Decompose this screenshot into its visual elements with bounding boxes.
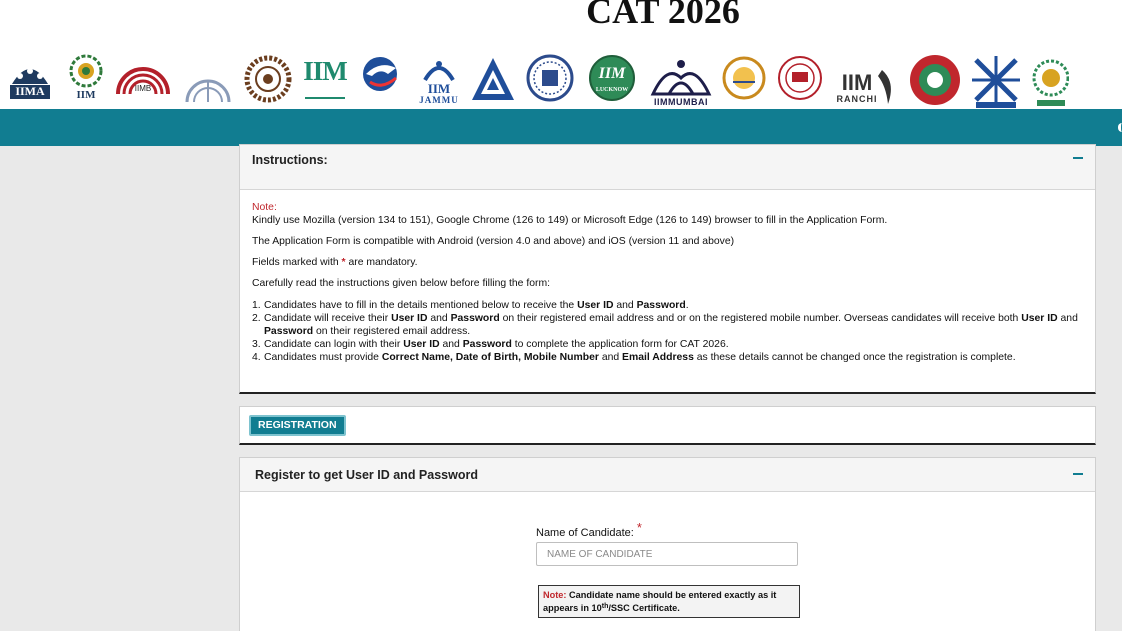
list-item: 1. Candidates have to fill in the details mentioned below to receive the User ID and Password. [252,300,689,311]
chevron-left-icon[interactable] [1118,123,1122,132]
instruction-steps [252,299,1078,364]
iim-kozhikode-logo [468,54,518,109]
register-title: Register to get User ID and Password [255,468,478,482]
iim-bodhgaya-logo [181,54,235,109]
read-instructions-text: Carefully read the instructions given below before filling the form: [252,278,551,289]
site-header [0,0,1122,109]
registration-tab-panel [239,406,1096,445]
collapse-minus-icon[interactable] [1073,157,1083,159]
name-note-box: Note: Candidate name should be entered exactly as it appears in 10th/SSC Certificate. [538,585,800,618]
name-of-candidate-input[interactable] [536,542,798,566]
register-panel [239,457,1096,631]
instructions-panel [239,144,1096,394]
list-item: 3. Candidate can login with their User ID and Password to complete the application form for CAT 2026. [252,339,729,350]
iim-rohtak-logo [775,54,825,109]
register-panel-header[interactable] [240,458,1095,492]
instructions-title: Instructions: [252,153,328,167]
iim-raipur-logo [720,54,768,109]
required-star: * [636,520,642,535]
iim-shillong-logo [907,54,963,109]
compatibility-text: The Application Form is compatible with Android (version 4.0 and above) and iOS (version 11 and above) [252,236,735,247]
note-label: Note: [252,202,277,213]
registration-button[interactable]: REGISTRATION [249,415,346,436]
iim-calcutta-logo [242,54,294,109]
iim-jammu-logo: IIM JAMMU [417,54,461,109]
iim-mumbai-logo: IIMMUMBAI [649,54,713,109]
iim-ahmedabad-logo: IIMA [6,54,60,109]
required-star: * [341,257,346,268]
page-title: CAT 2026 [586,0,740,31]
iim-logo-strip [6,54,1069,109]
iim-amritsar-logo: IIM [67,54,105,109]
list-item: 4. Candidates must provide Correct Name, Date of Birth, Mobile Number and Email Address as these details cannot be changed once the registration is complete. [252,352,1016,363]
header-navigation-bar [0,109,1122,146]
iim-nagpur-logo [525,54,575,109]
iim-sambalpur-logo [970,54,1022,109]
instructions-panel-header[interactable] [240,145,1095,190]
browser-requirement-text: Kindly use Mozilla (version 134 to 151), Google Chrome (126 to 149) or Microsoft Edge (126 to 149) browser to fill in the Application Form. [252,215,888,226]
iim-kashipur-logo [356,54,410,109]
mandatory-fields-text: Fields marked with * are mandatory. [252,257,418,268]
iim-sirmaur-logo [1029,54,1069,109]
list-item: 2. Candidate will receive their User ID and Password on their registered email address and or on the registered mobile number. Overseas candidates will receive both User ID and Password on their registered email address. [252,313,1078,337]
name-of-candidate-label: Name of Candidate: * [536,520,642,539]
instructions-body [252,201,1078,364]
iim-lucknow-logo: IIM LUCKNOW [582,54,642,109]
collapse-minus-icon[interactable] [1073,473,1083,475]
iim-indore-logo: IIM [303,56,347,86]
iim-bangalore-logo: IIMB [112,54,174,109]
iim-ranchi-logo: IIM RANCHI [832,54,900,109]
